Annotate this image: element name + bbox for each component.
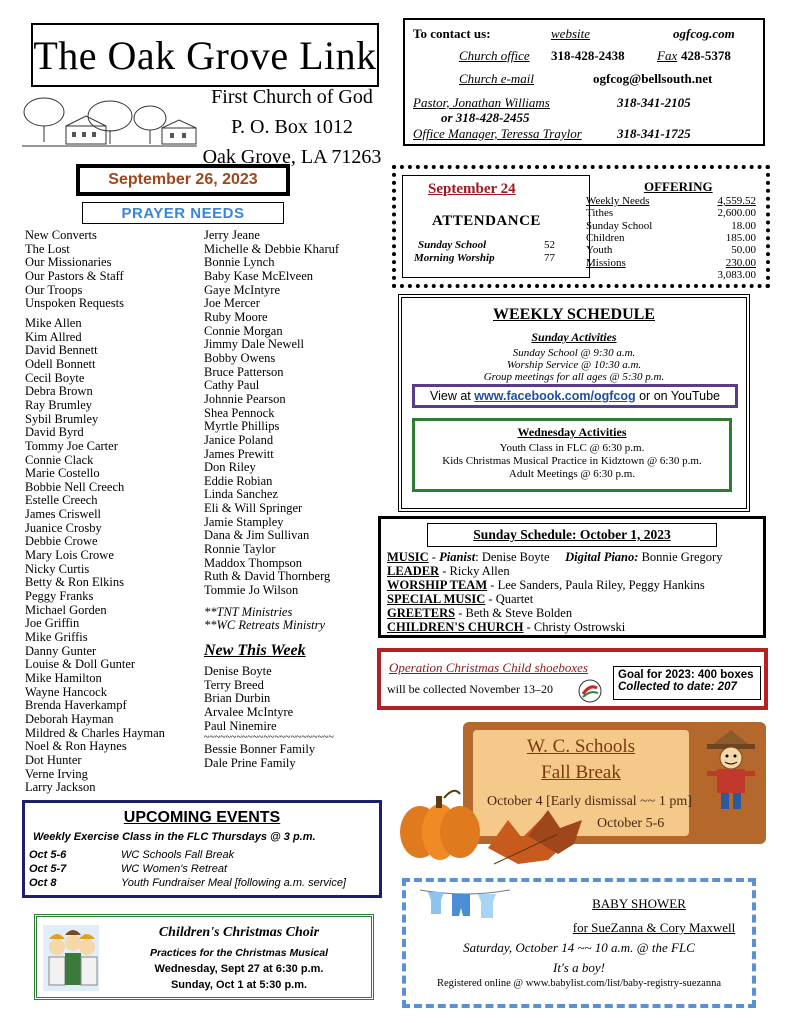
list-item: Brenda Haverkampf <box>25 698 127 713</box>
list-item: Deborah Hayman <box>25 711 114 726</box>
event-text: Youth Fundraiser Meal [following a.m. service] <box>121 877 346 889</box>
list-item: Our Missionaries <box>25 255 112 270</box>
list-item: Mildred & Charles Hayman <box>25 725 165 740</box>
website-label[interactable]: website <box>551 26 590 41</box>
sunday-schedule-title: Sunday Schedule: October 1, 2023 <box>427 523 717 547</box>
sunday-activities-heading: Sunday Activities <box>531 330 617 344</box>
email-value[interactable]: ogfcog@bellsouth.net <box>593 71 713 86</box>
list-item: Betty & Ron Elkins <box>25 575 124 590</box>
list-item: David Bennett <box>25 343 98 358</box>
list-item: Connie Clack <box>25 452 94 467</box>
offering-row <box>586 232 756 244</box>
special-music-label: SPECIAL MUSIC <box>387 592 486 606</box>
choir-children-icon <box>43 925 99 991</box>
fall-break-line2: Fall Break <box>541 762 621 783</box>
list-item: Verne Irving <box>25 766 88 781</box>
offering-row <box>586 207 756 219</box>
list-item: Ray Brumley <box>25 397 93 412</box>
list-item: Linda Sanchez <box>204 487 278 502</box>
operation-christmas-child-box <box>377 648 768 710</box>
list-item: Mary Lois Crowe <box>25 548 114 563</box>
list-item: Eli & Will Springer <box>204 501 303 516</box>
offering-value: 50.00 <box>731 244 756 257</box>
wednesday-box <box>412 418 732 492</box>
fax-label: Fax <box>657 48 678 63</box>
list-item: Gaye McIntyre <box>204 282 281 297</box>
list-item: Cecil Boyte <box>25 370 85 385</box>
list-item: Mike Allen <box>25 315 82 330</box>
prayer-names-2 <box>204 229 384 598</box>
attendance-offering-box <box>392 165 770 288</box>
fall-break-line1: W. C. Schools <box>526 736 636 757</box>
list-item: Terry Breed <box>204 677 264 692</box>
pianist-name: Denise Boyte <box>481 550 550 564</box>
list-item: Joe Griffin <box>25 616 80 631</box>
list-item: Bruce Patterson <box>204 364 284 379</box>
list-item: Louise & Doll Gunter <box>25 657 136 672</box>
ministry-item: **TNT Ministries <box>204 604 293 619</box>
attendance-value: 52 <box>544 239 555 251</box>
pumpkin-leaves-icon <box>398 780 598 870</box>
offering-label: Weekly Needs <box>586 195 650 207</box>
offering-value: 4,559.52 <box>717 195 756 207</box>
offering-label: Youth <box>586 244 613 257</box>
list-item: Bessie Bonner Family <box>204 742 316 757</box>
list-item: Juanice Crosby <box>25 520 102 535</box>
list-item: James Prewitt <box>204 446 274 461</box>
offering-title: OFFERING <box>644 179 713 194</box>
leader-label: LEADER <box>387 564 440 578</box>
list-item: Denise Boyte <box>204 664 272 679</box>
list-item: Janice Poland <box>204 432 274 447</box>
choir-line1: Wednesday, Sept 27 at 6:30 p.m. <box>154 963 324 975</box>
list-item: Arvalee McIntyre <box>204 705 294 719</box>
sunday-activity: Sunday School @ 9:30 a.m. <box>512 347 636 359</box>
prayer-column-2 <box>204 229 384 771</box>
list-item: Bobby Owens <box>204 350 276 365</box>
offering-row <box>586 220 756 232</box>
leader-name: Ricky Allen <box>449 564 510 578</box>
list-item: Mike Griffis <box>25 630 88 645</box>
list-item: The Lost <box>25 241 70 256</box>
list-item: Sybil Brumley <box>25 411 99 426</box>
offering-value: 2,600.00 <box>717 207 756 220</box>
childrens-choir-box <box>34 914 374 1000</box>
prayer-needs-heading <box>82 202 284 224</box>
list-item: Tommy Joe Carter <box>25 438 118 453</box>
occ-goal-box <box>613 666 761 700</box>
offering-value: 230.00 <box>725 256 756 269</box>
list-item: Our Pastors & Staff <box>25 268 124 283</box>
offering-row <box>586 195 756 207</box>
prayer-names-1 <box>25 317 200 795</box>
po-box: P. O. Box 1012 <box>231 116 353 138</box>
prayer-groups <box>25 229 200 311</box>
new-this-week-heading: New This Week <box>204 642 306 660</box>
music-label: MUSIC <box>387 550 429 564</box>
upcoming-events-title: UPCOMING EVENTS <box>123 809 281 826</box>
list-item: Myrtle Phillips <box>204 419 280 434</box>
special-music-value: Quartet <box>495 592 534 606</box>
wednesday-activity: Adult Meetings @ 6:30 p.m. <box>508 468 636 480</box>
wednesday-activity: Youth Class in FLC @ 6:30 p.m. <box>499 442 645 454</box>
list-item: Don Riley <box>204 460 256 475</box>
divider: ~~~~~~~~~~~~~~~~~~~~~~~~ <box>204 733 334 744</box>
list-item: Eddie Robian <box>204 473 273 488</box>
wednesday-heading: Wednesday Activities <box>517 425 627 439</box>
fax-phone: 428-5378 <box>681 48 731 63</box>
childrens-church-name: Christy Ostrowski <box>533 620 626 634</box>
occ-title: Operation Christmas Child shoeboxes <box>389 660 588 675</box>
list-item: Odell Bonnett <box>25 356 96 371</box>
list-item: Estelle Creech <box>25 493 98 508</box>
offering-label: Sunday School <box>586 219 653 232</box>
list-item: Debbie Crowe <box>25 534 98 549</box>
wednesday-activity: Kids Christmas Musical Practice in Kidztown @ 6:30 p.m. <box>442 455 702 467</box>
occ-goal: Goal for 2023: 400 boxes <box>618 669 754 681</box>
list-item: Larry Jackson <box>25 780 96 795</box>
contact-label: To contact us: <box>413 26 491 41</box>
fall-break-line4: October 5-6 <box>597 816 665 831</box>
list-item: Wayne Hancock <box>25 684 107 699</box>
event-date: Oct 5-6 <box>29 849 67 861</box>
list-item: Noel & Ron Haynes <box>25 739 127 754</box>
church-sketch-icon <box>22 92 197 152</box>
offering-value: 18.00 <box>731 219 756 232</box>
attendance-label: Morning Worship <box>414 252 495 264</box>
event-date: Oct 8 <box>29 877 57 889</box>
list-item: Bonnie Lynch <box>204 255 275 270</box>
list-item: Michael Gorden <box>25 602 107 617</box>
baby-shower-for: for SueZanna & Cory Maxwell <box>572 920 736 935</box>
offering-label: Missions <box>586 256 626 269</box>
list-item: Peggy Franks <box>25 589 94 604</box>
list-item: Johnnie Pearson <box>204 391 286 406</box>
newsletter-title: The Oak Grove Link <box>33 32 377 78</box>
list-item: Dot Hunter <box>25 752 82 767</box>
masthead <box>31 23 379 87</box>
event-date: Oct 5-7 <box>29 863 67 875</box>
list-item: Baby Kase McElveen <box>204 268 313 283</box>
facebook-link[interactable]: www.facebook.com/ogfcog <box>474 389 636 403</box>
manager-label: Office Manager, Teressa Traylor <box>413 126 582 141</box>
list-item: Ronnie Taylor <box>204 542 276 557</box>
fb-suffix: or on YouTube <box>639 389 720 403</box>
list-item: Tommie Jo Wilson <box>204 583 299 598</box>
list-item: Brian Durbin <box>204 691 271 706</box>
offering-row <box>586 269 756 281</box>
occ-collected: Collected to date: 207 <box>618 681 737 693</box>
list-item: Joe Mercer <box>204 296 260 311</box>
weekly-schedule-title: WEEKLY SCHEDULE <box>493 306 655 323</box>
offering-label: Children <box>586 231 625 244</box>
office-label: Church office <box>459 48 530 63</box>
church-name: First Church of God <box>211 86 373 108</box>
list-item: Debra Brown <box>25 384 93 399</box>
list-item: Shea Pennock <box>204 405 275 420</box>
events-subtitle: Weekly Exercise Class in the FLC Thursdays @ 3 p.m. <box>33 831 316 843</box>
facebook-box <box>412 384 738 408</box>
list-item: Michelle & Debbie Kharuf <box>204 241 340 256</box>
digital-piano-name: Bonnie Gregory <box>641 550 723 564</box>
offering-row <box>586 244 756 256</box>
list-item: Maddox Thompson <box>204 555 303 570</box>
email-label: Church e-mail <box>459 71 534 86</box>
occ-subtitle: will be collected November 13–20 <box>387 682 553 696</box>
list-item: David Byrd <box>25 425 84 440</box>
occ-logo-icon <box>575 678 605 704</box>
new-names <box>204 665 384 733</box>
sunday-schedule-box: Sunday Schedule: October 1, 2023 MUSIC - Pianist: Denise Boyte Digital Piano: Bonnie Gregory LEADER - Ricky Allen WORSHIP TEAM - Lee Sanders, Paula Riley, Peggy Hankins SPECIAL MUSIC - Quartet GREETERS - Beth & Steve Bolden CHILDREN'S CHURCH - Christy Ostrowski <box>378 516 766 638</box>
office-phone: 318-428-2438 <box>551 48 625 63</box>
prayer-needs-title: PRAYER NEEDS <box>121 204 245 222</box>
upcoming-events-box <box>22 800 382 898</box>
issue-date-banner <box>76 164 290 196</box>
attendance-title: ATTENDANCE <box>432 213 541 229</box>
pastor-alt-phone: or 318-428-2455 <box>441 110 530 125</box>
list-item: Danny Gunter <box>25 643 97 658</box>
list-item: Kim Allred <box>25 329 82 344</box>
attendance-label: Sunday School <box>418 239 487 251</box>
choir-subtitle: Practices for the Christmas Musical <box>150 947 328 959</box>
offering-value: 185.00 <box>725 231 756 244</box>
worship-team-names: Lee Sanders, Paula Riley, Peggy Hankins <box>497 578 705 592</box>
list-item: Dale Prine Family <box>204 755 296 770</box>
pastor-label: Pastor, Jonathan Williams <box>413 95 550 110</box>
sunday-activity: Worship Service @ 10:30 a.m. <box>506 359 642 371</box>
list-item: Nicky Curtis <box>25 561 90 576</box>
event-text: WC Schools Fall Break <box>121 849 235 861</box>
list-item: Dana & Jim Sullivan <box>204 528 310 543</box>
list-item: James Criswell <box>25 507 102 522</box>
manager-phone: 318-341-1725 <box>617 126 691 141</box>
baby-shower-note: It's a boy! <box>553 960 605 975</box>
baby-shower-title: BABY SHOWER <box>592 896 686 911</box>
list-item: Unspoken Requests <box>25 296 124 311</box>
list-item: Marie Costello <box>25 466 100 481</box>
ministry-item: **WC Retreats Ministry <box>204 618 326 633</box>
worship-team-label: WORSHIP TEAM <box>387 578 488 592</box>
list-item: Ruby Moore <box>204 309 268 324</box>
fall-break-line3: October 4 [Early dismissal ~~ 1 pm] <box>487 794 692 809</box>
list-item: Mike Hamilton <box>25 671 102 685</box>
website-value[interactable]: ogfcog.com <box>673 26 735 41</box>
list-item: Jerry Jeane <box>204 228 260 242</box>
weekly-schedule-box <box>398 294 750 512</box>
pianist-label: Pianist <box>439 550 476 564</box>
list-item: Bobbie Nell Creech <box>25 479 125 494</box>
digital-piano-label: Digital Piano: <box>565 550 639 564</box>
contact-box <box>403 18 765 146</box>
list-item: Our Troops <box>25 282 83 297</box>
prayer-column-1 <box>25 229 200 795</box>
baby-shower-when: Saturday, October 14 ~~ 10 a.m. @ the FLC <box>463 940 695 955</box>
offering-label: Tithes <box>586 207 614 220</box>
choir-title: Children's Christmas Choir <box>158 925 320 940</box>
childrens-church-label: CHILDREN'S CHURCH <box>387 620 524 634</box>
attendance-date: September 24 <box>428 181 516 197</box>
baby-shower-box <box>402 878 756 1008</box>
list-item: Jimmy Dale Newell <box>204 337 304 352</box>
fb-prefix: View at <box>430 389 471 403</box>
offering-row <box>586 257 756 269</box>
list-item: Connie Morgan <box>204 323 283 338</box>
choir-line2: Sunday, Oct 1 at 5:30 p.m. <box>170 979 308 991</box>
attendance-value: 77 <box>544 252 555 264</box>
list-item: Cathy Paul <box>204 378 260 393</box>
issue-date: September 26, 2023 <box>108 171 258 188</box>
greeters-label: GREETERS <box>387 606 456 620</box>
scarecrow-icon <box>703 728 759 814</box>
city-line: Oak Grove, LA 71263 <box>202 146 382 168</box>
list-item: Paul Ninemire <box>204 718 277 733</box>
church-address <box>192 82 392 172</box>
list-item: New Converts <box>25 228 97 242</box>
list-item: Jamie Stampley <box>204 514 284 529</box>
greeters-names: Beth & Steve Bolden <box>465 606 573 620</box>
pastor-phone: 318-341-2105 <box>617 95 691 110</box>
baby-shower-registry[interactable]: Registered online @ www.babylist.com/list/baby-registry-suezanna <box>437 978 721 989</box>
new-names-2 <box>204 743 384 770</box>
event-text: WC Women's Retreat <box>121 863 228 875</box>
sunday-activity: Group meetings for all ages @ 5:30 p.m. <box>483 371 665 383</box>
list-item: Ruth & David Thornberg <box>204 569 331 584</box>
offering-value: 3,083.00 <box>717 268 756 281</box>
